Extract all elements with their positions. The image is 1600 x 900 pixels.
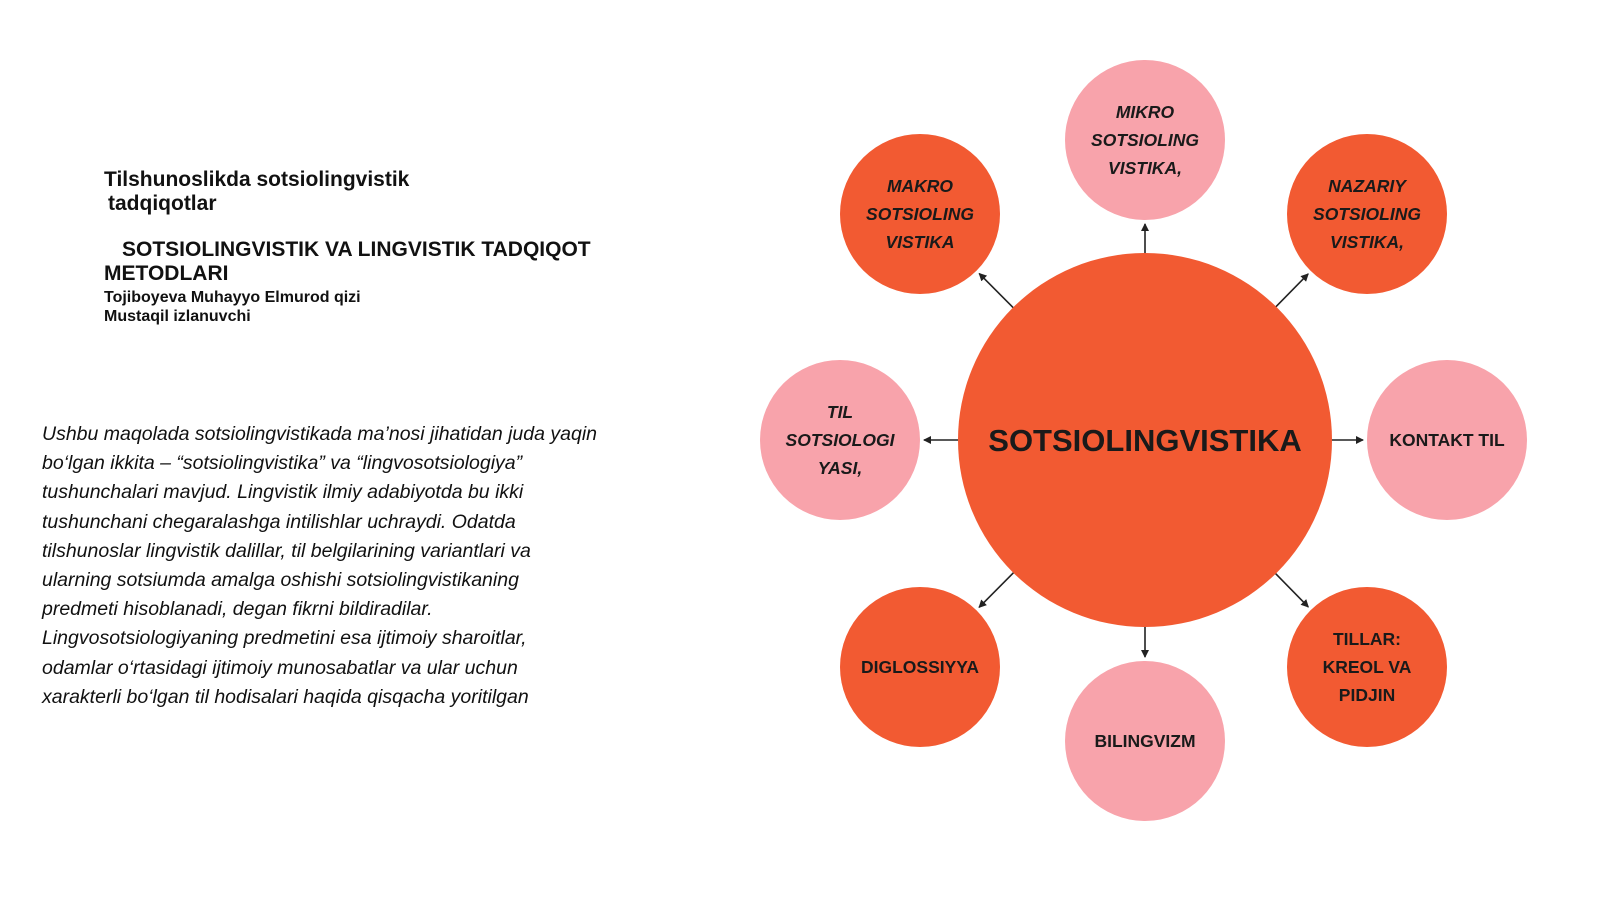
document-subtitle-line-1: SOTSIOLINGVISTIK VA LINGVISTIK TADQIQOT [122,238,591,261]
node-label-tillar: TILLAR: [1332,629,1402,649]
node-label-til-sotsiologiyasi: YASI, [817,458,863,478]
node-label-tillar: PIDJIN [1338,685,1396,705]
node-label-til-sotsiologiyasi: SOTSIOLOGI [785,430,895,450]
abstract-line: predmeti hisoblanadi, degan fikrni bildiradilar. [42,598,433,621]
abstract-line: Ushbu maqolada sotsiolingvistikada ma’nosi jihatidan juda yaqin [42,423,597,445]
abstract-line: tilshunoslar lingvistik dalillar, til belgilarining variantlari va [42,539,531,562]
node-label-makro: SOTSIOLING [866,204,974,224]
center-node-label: SOTSIOLINGVISTIKA [988,423,1302,458]
node-label-nazariy: SOTSIOLING [1313,204,1421,224]
node-label-til-sotsiologiyasi: TIL [826,402,854,422]
node-label-nazariy: VISTIKA, [1330,232,1404,252]
abstract-line: ularning sotsiumda amalga oshishi sotsiolingvistikaning [42,569,519,592]
document-subtitle-line-2: METODLARI [104,262,229,285]
connector-arrow-makro [979,274,1014,309]
connector-arrow-diglossiyya [979,571,1015,607]
node-label-mikro: SOTSIOLING [1091,130,1199,150]
abstract-line: bo‘lgan ikkita – “sotsiolingvistika” va “lingvosotsiologiya” [42,452,523,475]
author-name: Tojiboyeva Muhayyo Elmurod qizi [104,289,361,306]
node-label-nazariy: NAZARIY [1328,176,1406,196]
abstract-line: Lingvosotsiologiyaning predmetini esa ijtimoiy sharoitlar, [42,627,527,650]
node-label-bilingvizm: BILINGVIZM [1094,731,1196,751]
abstract-line: xarakterli bo‘lgan til hodisalari haqida qisqacha yoritilgan [42,685,529,708]
abstract-line: tushunchani chegaralashga intilishlar uchraydi. Odatda [42,510,516,533]
document-title-line-1: Tilshunoslikda sotsiolingvistik [104,168,410,191]
node-tillar [1287,587,1447,747]
node-label-makro: VISTIKA [885,232,955,252]
abstract-line: odamlar o‘rtasidagi ijtimoiy munosabatlar va ular uchun [42,656,518,679]
connector-arrow-nazariy [1275,274,1308,308]
node-label-mikro: VISTIKA, [1108,158,1182,178]
node-bilingvizm [1065,661,1225,821]
node-diglossiyya [840,587,1000,747]
document-title-line-2: tadqiqotlar [108,192,217,215]
node-til-sotsiologiyasi [760,360,920,520]
node-kontakt-til [1367,360,1527,520]
node-label-makro: MAKRO [886,176,954,196]
node-mikro [1065,60,1225,220]
node-nazariy [1287,134,1447,294]
node-label-kontakt-til: KONTAKT TIL [1389,430,1505,450]
node-label-tillar: KREOL VA [1322,657,1412,677]
connector-arrow-tillar [1274,572,1308,607]
node-label-mikro: MIKRO [1115,102,1175,122]
node-makro [840,134,1000,294]
abstract-line: tushunchalari mavjud. Lingvistik ilmiy adabiyotda bu ikki [42,481,524,504]
node-label-diglossiyya: DIGLOSSIYYA [861,657,979,677]
author-role: Mustaqil izlanuvchi [104,308,251,325]
